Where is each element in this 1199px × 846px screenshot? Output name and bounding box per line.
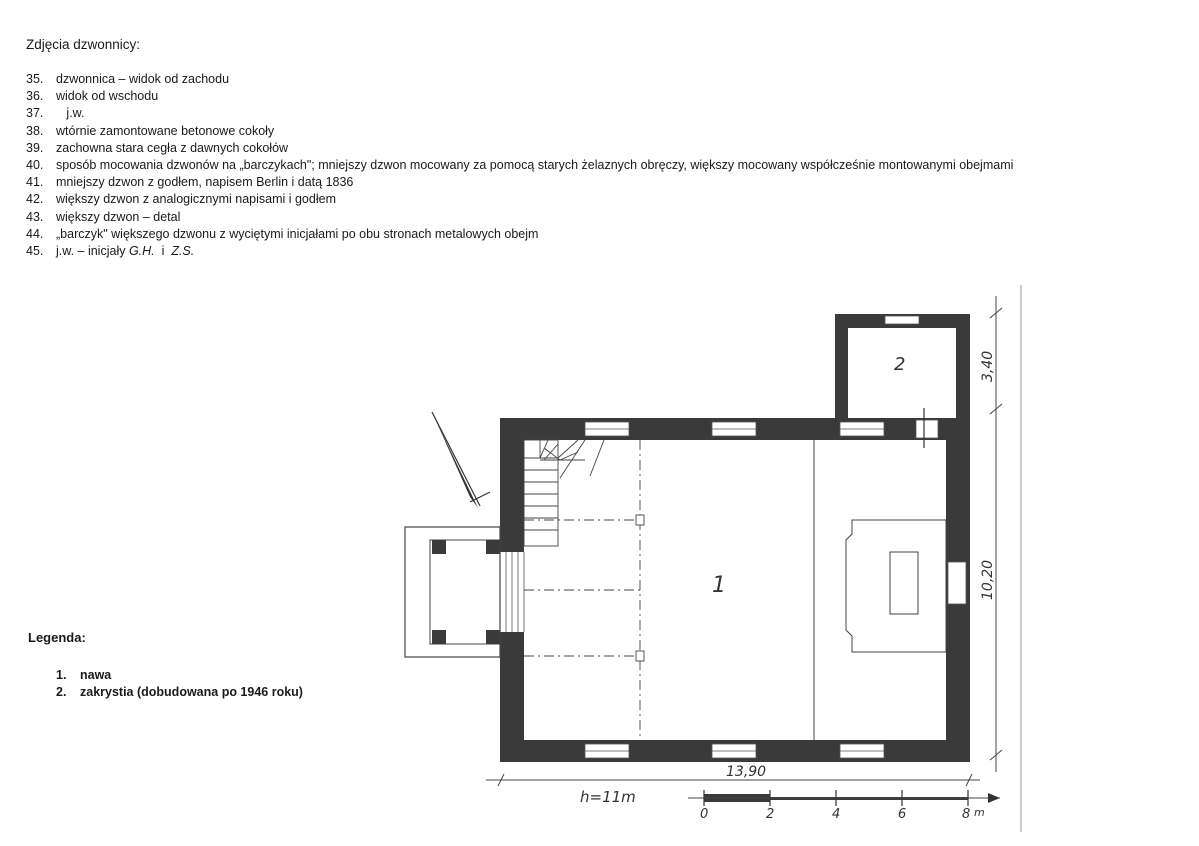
list-item: 42. większy dzwon z analogicznymi napisami i godłem — [26, 192, 336, 207]
dim-width-label: 13,90 — [726, 764, 767, 780]
height-note: h=11m — [580, 788, 636, 806]
porch — [405, 527, 500, 657]
list-item: 44. „barczyk" większego dzwonu z wyciętymi inicjałami po obu stronach metalowych obejm — [26, 226, 539, 241]
north-arrow-icon — [432, 412, 490, 508]
legend-title: Legenda: — [28, 630, 86, 645]
list-item: 37. j.w. — [26, 106, 85, 121]
altar — [846, 520, 946, 652]
east-window — [948, 562, 966, 604]
list-item: 35. dzwonnica – widok od zachodu — [26, 72, 230, 86]
legend-item: 2. zakrystia (dobudowana po 1946 roku) — [56, 685, 303, 699]
dim-sacristy-label: 3,40 — [980, 350, 996, 382]
list-item: 40. sposób mocowania dzwonów na „barczykach"; mniejszy dzwon mocowany za pomocą starych żelaznych obręczy, większy mocowany współcześnie montowanymi obejmami — [26, 158, 1014, 173]
scale-tick-label: 6 — [898, 807, 907, 822]
photos-title: Zdjęcia dzwonnicy: — [26, 37, 141, 52]
room-1-label: 1 — [712, 573, 726, 598]
dim-main-height-label: 10,20 — [980, 559, 996, 600]
list-item: 38. wtórnie zamontowane betonowe cokoły — [26, 123, 275, 138]
room-2-label: 2 — [894, 354, 906, 375]
list-item: 36. widok od wschodu — [26, 89, 159, 104]
list-item: 43. większy dzwon – detal — [26, 209, 181, 224]
scale-tick-label: 2 — [766, 807, 775, 822]
scale-tick-label: 4 — [832, 807, 841, 822]
scale-bar — [688, 790, 1000, 806]
legend-item: 1. nawa — [56, 668, 112, 682]
list-item: 39. zachowna stara cegła z dawnych cokołów — [26, 140, 289, 155]
staircase — [524, 440, 604, 546]
scale-unit-label: m — [974, 806, 985, 819]
scale-tick-label: 8 — [962, 807, 971, 822]
list-item: 45. j.w. – inicjały G.H. i Z.S. — [26, 244, 195, 259]
list-item: 41. mniejszy dzwon z godłem, napisem Berlin i datą 1836 — [26, 175, 354, 190]
scale-tick-label: 0 — [700, 807, 709, 822]
axis-lines — [524, 440, 640, 740]
sacristy-window — [885, 316, 919, 324]
